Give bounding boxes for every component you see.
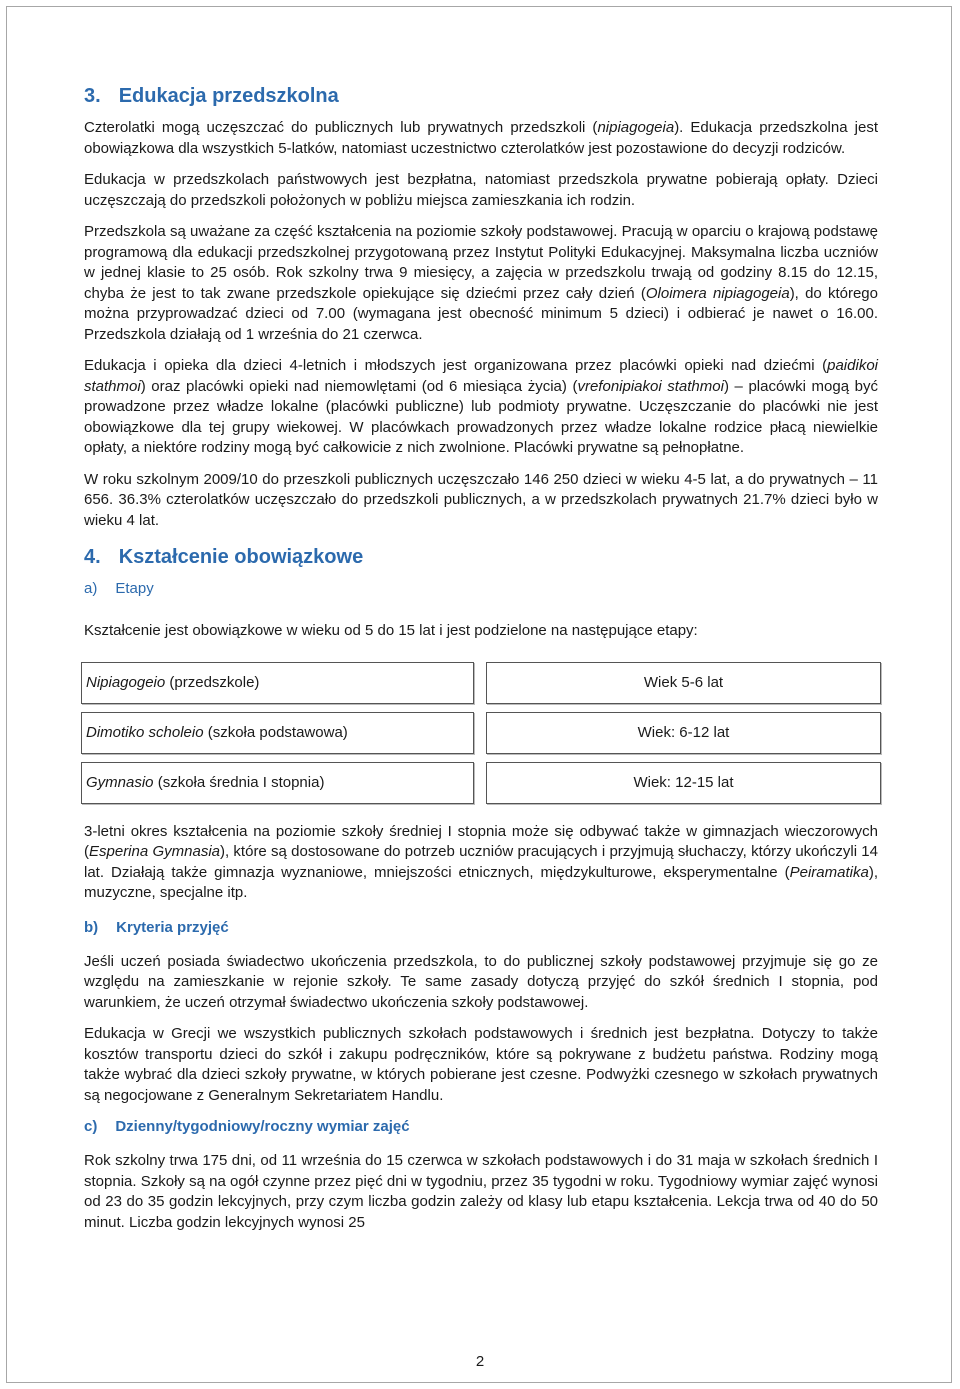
italic-term: Peiramatika bbox=[789, 863, 869, 881]
stage-age-box bbox=[486, 762, 881, 804]
section-4-heading bbox=[84, 545, 878, 569]
text: Czterolatki mogą uczęszczać do publicznych lub prywatnych przedszkoli ( bbox=[84, 119, 598, 136]
stage-name: (przedszkole) bbox=[165, 674, 260, 691]
text: ), muzyczne, specjalne itp. bbox=[84, 863, 878, 901]
stage-name-italic: Dimotiko scholeio bbox=[86, 724, 204, 741]
subsection-b-heading bbox=[84, 918, 878, 938]
italic-term: paidikoi stathmoi bbox=[84, 357, 878, 395]
paragraph: Jeśli uczeń posiada świadectwo ukończenia przedszkola, to do publicznej szkoły podstawowej przyjmuje się go ze względu na zamieszkanie w rejonie szkoły. Te same zasady dotyczą przyjęć do szkół średnich I stopnia, pod warunkiem, że uczeń otrzymał świadectwo ukończenia szkoły podstawowej. bbox=[84, 952, 878, 1011]
stage-age-box bbox=[486, 712, 881, 754]
subsection-label: c) bbox=[84, 1118, 98, 1135]
paragraph bbox=[84, 222, 878, 345]
text: Edukacja i opieka dla dzieci 4-letnich i młodszych jest organizowana przez placówki opieki nad dziećmi ( bbox=[84, 357, 828, 374]
subsection-label: b) bbox=[84, 918, 99, 936]
paragraph: W roku szkolnym 2009/10 do przeszkoli publicznych uczęszczało 146 250 dzieci w wieku 4-5 lat, a do prywatnych – 11 656. 36.3% czterolatków uczęszczało do przedszkoli publicznych, a w przedszkolach prywatnych 21.7% dzieci było w wieku 4 lat. bbox=[84, 470, 878, 529]
stage-age: Wiek: 6-12 lat bbox=[637, 724, 730, 741]
section-title: Edukacja przedszkolna bbox=[118, 85, 339, 107]
text: Przedszkola są uważane za część kształcenia na poziomie szkoły podstawowej. Pracują w oparciu o krajową podstawę programową dla edukacji przedszkolnej przygotowaną przez Instytut Polityki Edukacyjnej. Maksymalna liczba uczniów w jednej klasie to 25 osób. Rok szkolny trwa 9 miesięcy, a zajęcia w przedszkolu trwają od godziny 8.15 do 12.15, chyba że jest to tak zwane przedszkole opiekujące się dziećmi przez cały dzień ( bbox=[84, 223, 878, 302]
paragraph: Edukacja w przedszkolach państwowych jest bezpłatna, natomiast przedszkola prywatne pobierają opłaty. Dzieci uczęszczają do przedszkoli położonych w pobliżu miejsca zamieszkania ich rodzin. bbox=[84, 171, 878, 209]
subsection-title: Dzienny/tygodniowy/roczny wymiar zajęć bbox=[115, 1118, 410, 1135]
page-number: 2 bbox=[475, 1353, 485, 1370]
section-3-heading bbox=[84, 84, 878, 108]
stage-row bbox=[81, 712, 881, 754]
stage-age-box bbox=[486, 662, 881, 704]
text: ) oraz placówki opieki nad niemowlętami (od 6 miesiąca życia) ( bbox=[140, 377, 578, 395]
subsection-title: Etapy bbox=[115, 580, 154, 597]
stages-table bbox=[81, 662, 881, 804]
stage-name-italic: Nipiagogeio bbox=[86, 674, 166, 691]
subsection-title: Kryteria przyjęć bbox=[116, 918, 229, 936]
paragraph bbox=[84, 356, 878, 459]
document-page bbox=[84, 84, 878, 1244]
paragraph: Kształcenie jest obowiązkowe w wieku od 5 do 15 lat i jest podzielone na następujące etapy: bbox=[84, 622, 698, 639]
text: ), które są dostosowane do potrzeb uczniów pracujących i przyjmują słuchaczy, którzy ukończyli 14 lat. Działają także gimnazja wyznaniowe, mniejszości etnicznych, międzykulturowe, eksperymentalne ( bbox=[84, 843, 878, 881]
paragraph bbox=[84, 118, 878, 159]
text: ). Edukacja przedszkolna jest obowiązkowa dla wszystkich 5-latków, natomiast uczestnictwo czterolatków jest pozostawione do decyzji rodziców. bbox=[84, 119, 878, 157]
stage-age: Wiek: 12-15 lat bbox=[633, 774, 734, 791]
italic-term: nipiagogeia bbox=[597, 119, 675, 136]
italic-term: Oloimera nipiagogeia bbox=[645, 284, 790, 302]
paragraph bbox=[84, 822, 878, 904]
italic-term: vrefonipiakoi stathmoi bbox=[577, 377, 724, 395]
stage-name: (szkoła podstawowa) bbox=[203, 724, 348, 741]
stage-row bbox=[81, 762, 881, 804]
stage-name-box bbox=[81, 762, 474, 804]
subsection-label: a) bbox=[84, 580, 98, 597]
stage-name-box bbox=[81, 662, 474, 704]
text: 3-letni okres kształcenia na poziomie szkoły średniej I stopnia może się odbywać także w gimnazjach wieczorowych ( bbox=[84, 822, 878, 860]
stage-age: Wiek 5-6 lat bbox=[643, 674, 724, 691]
subsection-c-heading bbox=[84, 1117, 878, 1137]
stage-name-box bbox=[81, 712, 474, 754]
text: ) – placówki mogą być prowadzone przez władze lokalne (placówki publiczne) lub podmioty prywatne. Uczęszczanie do placówki nie jest obowiązkowe dla tej grupy wiekowej. W placówkach prowadzonych przez władze lokalne rodzice płacą niewielkie opłaty, a niektóre rodziny mogą być całkowicie z nich zwolnione. Placówki prywatne są pełnopłatne. bbox=[84, 377, 878, 456]
paragraph: Edukacja w Grecji we wszystkich publicznych szkołach podstawowych i średnich jest bezpłatna. Dotyczy to także kosztów transportu dzieci do szkół i zakupu podręczników, które są pokrywane z budżetu państwa. Rodziny mogą także wybrać dla dzieci szkoły prywatne, w których pobierane jest czesne. Podwyżki czesnego w szkołach prywatnych są negocjowane z Generalnym Sekretariatem Handlu. bbox=[84, 1025, 878, 1104]
stage-name-italic: Gymnasio bbox=[86, 774, 154, 791]
paragraph: Rok szkolny trwa 175 dni, od 11 września do 15 czerwca w szkołach podstawowych i do 31 maja w szkołach średnich I stopnia. Szkoły są na ogół czynne przez pięć dni w tygodniu, przez 35 tygodni w roku. Tygodniowy wymiar zajęć wynosi od 23 do 35 godzin lekcyjnych, przy czym liczba godzin zależy od klasy lub etapu kształcenia. Lekcja trwa od 40 do 50 minut. Liczba godzin lekcyjnych wynosi 25 bbox=[84, 1152, 878, 1231]
section-title: Kształcenie obowiązkowe bbox=[118, 546, 364, 568]
stage-row bbox=[81, 662, 881, 704]
section-number: 3. bbox=[84, 85, 101, 107]
section-number: 4. bbox=[84, 546, 101, 568]
text: ), do którego można przyprowadzać dzieci od 7.00 (wymagana jest obecność minimum 5 dzieci) i odbierać je nawet o 16.00. Przedszkola działają od 1 września do 21 czerwca. bbox=[84, 284, 878, 343]
subsection-a-heading bbox=[84, 579, 878, 599]
italic-term: Esperina Gymnasia bbox=[89, 843, 220, 860]
stage-name: (szkoła średnia I stopnia) bbox=[153, 774, 325, 791]
